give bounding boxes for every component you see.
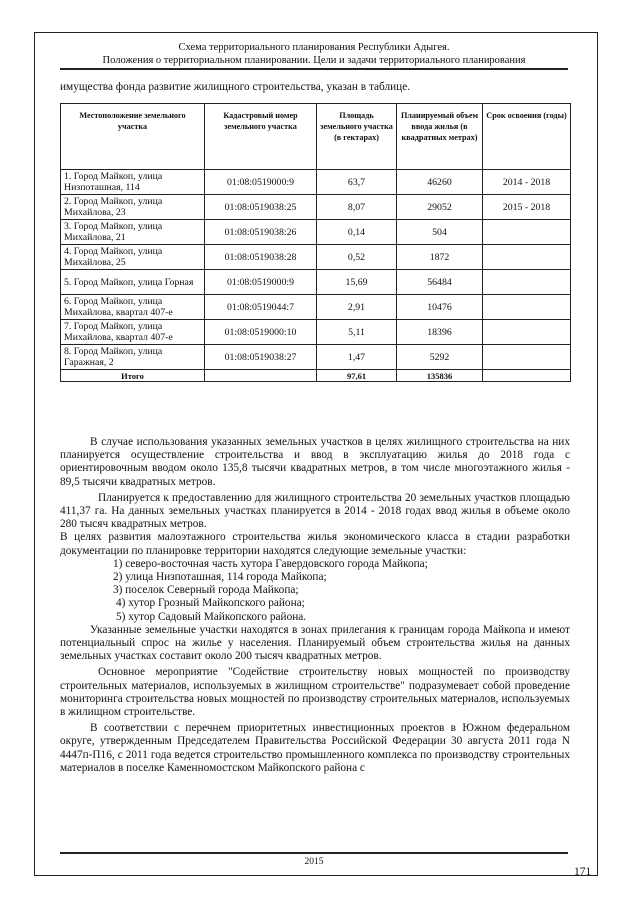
cell-volume: 29052 [397, 195, 483, 220]
cell-cadastral: 01:08:0519038:26 [205, 220, 317, 245]
cell-total-volume: 135836 [397, 370, 483, 382]
cell-cadastral: 01:08:0519038:28 [205, 245, 317, 270]
col-header-area: Площадь земельного участка (в гектарах) [317, 104, 397, 170]
paragraph-3: В целях развития малоэтажного строительства жилья экономического класса в стадии разработки документации по планировке территории находятся следующие земельные участки: [60, 531, 570, 557]
cell-total-area: 97,61 [317, 370, 397, 382]
cell-area: 1,47 [317, 345, 397, 370]
intro-text: имущества фонда развитие жилищного строительства, указан в таблице. [60, 81, 411, 93]
list-item: 4) хутор Грозный Майкопского района; [116, 597, 305, 610]
list-item: 5) хутор Садовый Майкопского района. [116, 610, 307, 623]
cell-volume: 5292 [397, 345, 483, 370]
cell-term [483, 320, 571, 345]
table-row [61, 345, 571, 370]
footer-divider [60, 852, 568, 854]
cell-location: 6. Город Майкоп, улица Михайлова, квартал 407-е [61, 295, 205, 320]
paragraph-4: Указанные земельные участки находятся в зонах прилегания к границам города Майкопа и имеют потенциальный спрос на жилье у населения. Планируемый объем строительства жилья на данных земельных участках составит около 200 тысяч квадратных метров. [60, 623, 570, 663]
cell-location: 2. Город Майкоп, улица Михайлова, 23 [61, 195, 205, 220]
cell-total-cadastral [205, 370, 317, 382]
paragraph-2: Планируется к предоставлению для жилищного строительства 20 земельных участков площадью 411,37 га. На данных земельных участках планируется в 2014 - 2018 годах ввод жилья в объеме около 280 тысяч квадратных метров. [60, 491, 570, 531]
cell-term [483, 295, 571, 320]
cell-area: 2,91 [317, 295, 397, 320]
col-header-location: Местоположение земельного участка [61, 104, 205, 170]
cell-term: 2015 - 2018 [483, 195, 571, 220]
col-header-cadastral: Кадастровый номер земельного участка [205, 104, 317, 170]
col-header-volume: Планируемый объем ввода жилья (в квадратных метрах) [397, 104, 483, 170]
list-item: 3) поселок Северный города Майкопа; [113, 584, 299, 597]
cell-cadastral: 01:08:0519038:25 [205, 195, 317, 220]
cell-area: 15,69 [317, 270, 397, 295]
cell-location: 4. Город Майкоп, улица Михайлова, 25 [61, 245, 205, 270]
running-header [60, 41, 568, 67]
paragraph-6: В соответствии с перечнем приоритетных инвестиционных проектов в Южном федеральном округе, утвержденным Председателем Правительства Российской Федерации 30 августа 2011 года N 4447п-П16, с 2011 года ведется строительство промышленного комплекса по производству строительных материалов в поселке Каменномостском Майкопского района с [60, 722, 570, 774]
cell-term [483, 245, 571, 270]
col-header-term: Срок освоения (годы) [483, 104, 571, 170]
list-item: 1) северо-восточная часть хутора Гавердовского города Майкопа; [113, 557, 428, 570]
page-number: 171 [574, 866, 592, 878]
cell-area: 0,52 [317, 245, 397, 270]
table-row [61, 320, 571, 345]
header-line-2: Положения о территориальном планировании. Цели и задачи территориального планирования [102, 55, 526, 66]
cell-volume: 10476 [397, 295, 483, 320]
table-header-row [61, 104, 571, 170]
cell-volume: 18396 [397, 320, 483, 345]
cell-location: 3. Город Майкоп, улица Михайлова, 21 [61, 220, 205, 245]
cell-term [483, 345, 571, 370]
cell-term [483, 270, 571, 295]
cell-volume: 1872 [397, 245, 483, 270]
cell-cadastral: 01:08:0519000:9 [205, 170, 317, 195]
cell-location: 5. Город Майкоп, улица Горная [61, 270, 205, 295]
table-row [61, 295, 571, 320]
header-line-1: Схема территориального планирования Республики Адыгея. [178, 42, 450, 53]
table-row [61, 270, 571, 295]
cell-cadastral: 01:08:0519000:9 [205, 270, 317, 295]
footer-year: 2015 [304, 857, 324, 867]
cell-location: 8. Город Майкоп, улица Гаражная, 2 [61, 345, 205, 370]
table-row [61, 195, 571, 220]
cell-area: 63,7 [317, 170, 397, 195]
cell-total-term [483, 370, 571, 382]
header-divider [60, 68, 568, 70]
paragraph-1: В случае использования указанных земельных участков в целях жилищного строительства на них планируется осуществление строительства и ввод в эксплуатацию жилья до 2018 года с ориентировочным вводом около 135,8 тысячи квадратных метров, в том числе многоэтажного жилья - 89,5 тысячи квадратных метров. [60, 436, 570, 488]
cell-location: 1. Город Майкоп, улица Низпоташная, 114 [61, 170, 205, 195]
table-row [61, 220, 571, 245]
land-plots-table [60, 103, 571, 382]
cell-area: 5,11 [317, 320, 397, 345]
cell-term: 2014 - 2018 [483, 170, 571, 195]
cell-term [483, 220, 571, 245]
cell-volume: 46260 [397, 170, 483, 195]
paragraph-5: Основное мероприятие "Содействие строительству новых мощностей по производству строительных материалов, используемых в жилищном строительстве" подразумевает собой проведение мониторинга строительства новых мощностей по производству строительных материалов, используемых в жилищном строительстве. [60, 666, 570, 719]
cell-area: 0,14 [317, 220, 397, 245]
list-item: 2) улица Низпоташная, 114 города Майкопа; [113, 571, 327, 584]
cell-total-label: Итого [61, 370, 205, 382]
cell-cadastral: 01:08:0519000:10 [205, 320, 317, 345]
table-row [61, 245, 571, 270]
cell-area: 8,07 [317, 195, 397, 220]
table-row [61, 170, 571, 195]
cell-cadastral: 01:08:0519044:7 [205, 295, 317, 320]
cell-volume: 504 [397, 220, 483, 245]
cell-volume: 56484 [397, 270, 483, 295]
table-total-row [61, 370, 571, 382]
cell-cadastral: 01:08:0519038:27 [205, 345, 317, 370]
cell-location: 7. Город Майкоп, улица Михайлова, квартал 407-е [61, 320, 205, 345]
body-text [60, 436, 570, 775]
